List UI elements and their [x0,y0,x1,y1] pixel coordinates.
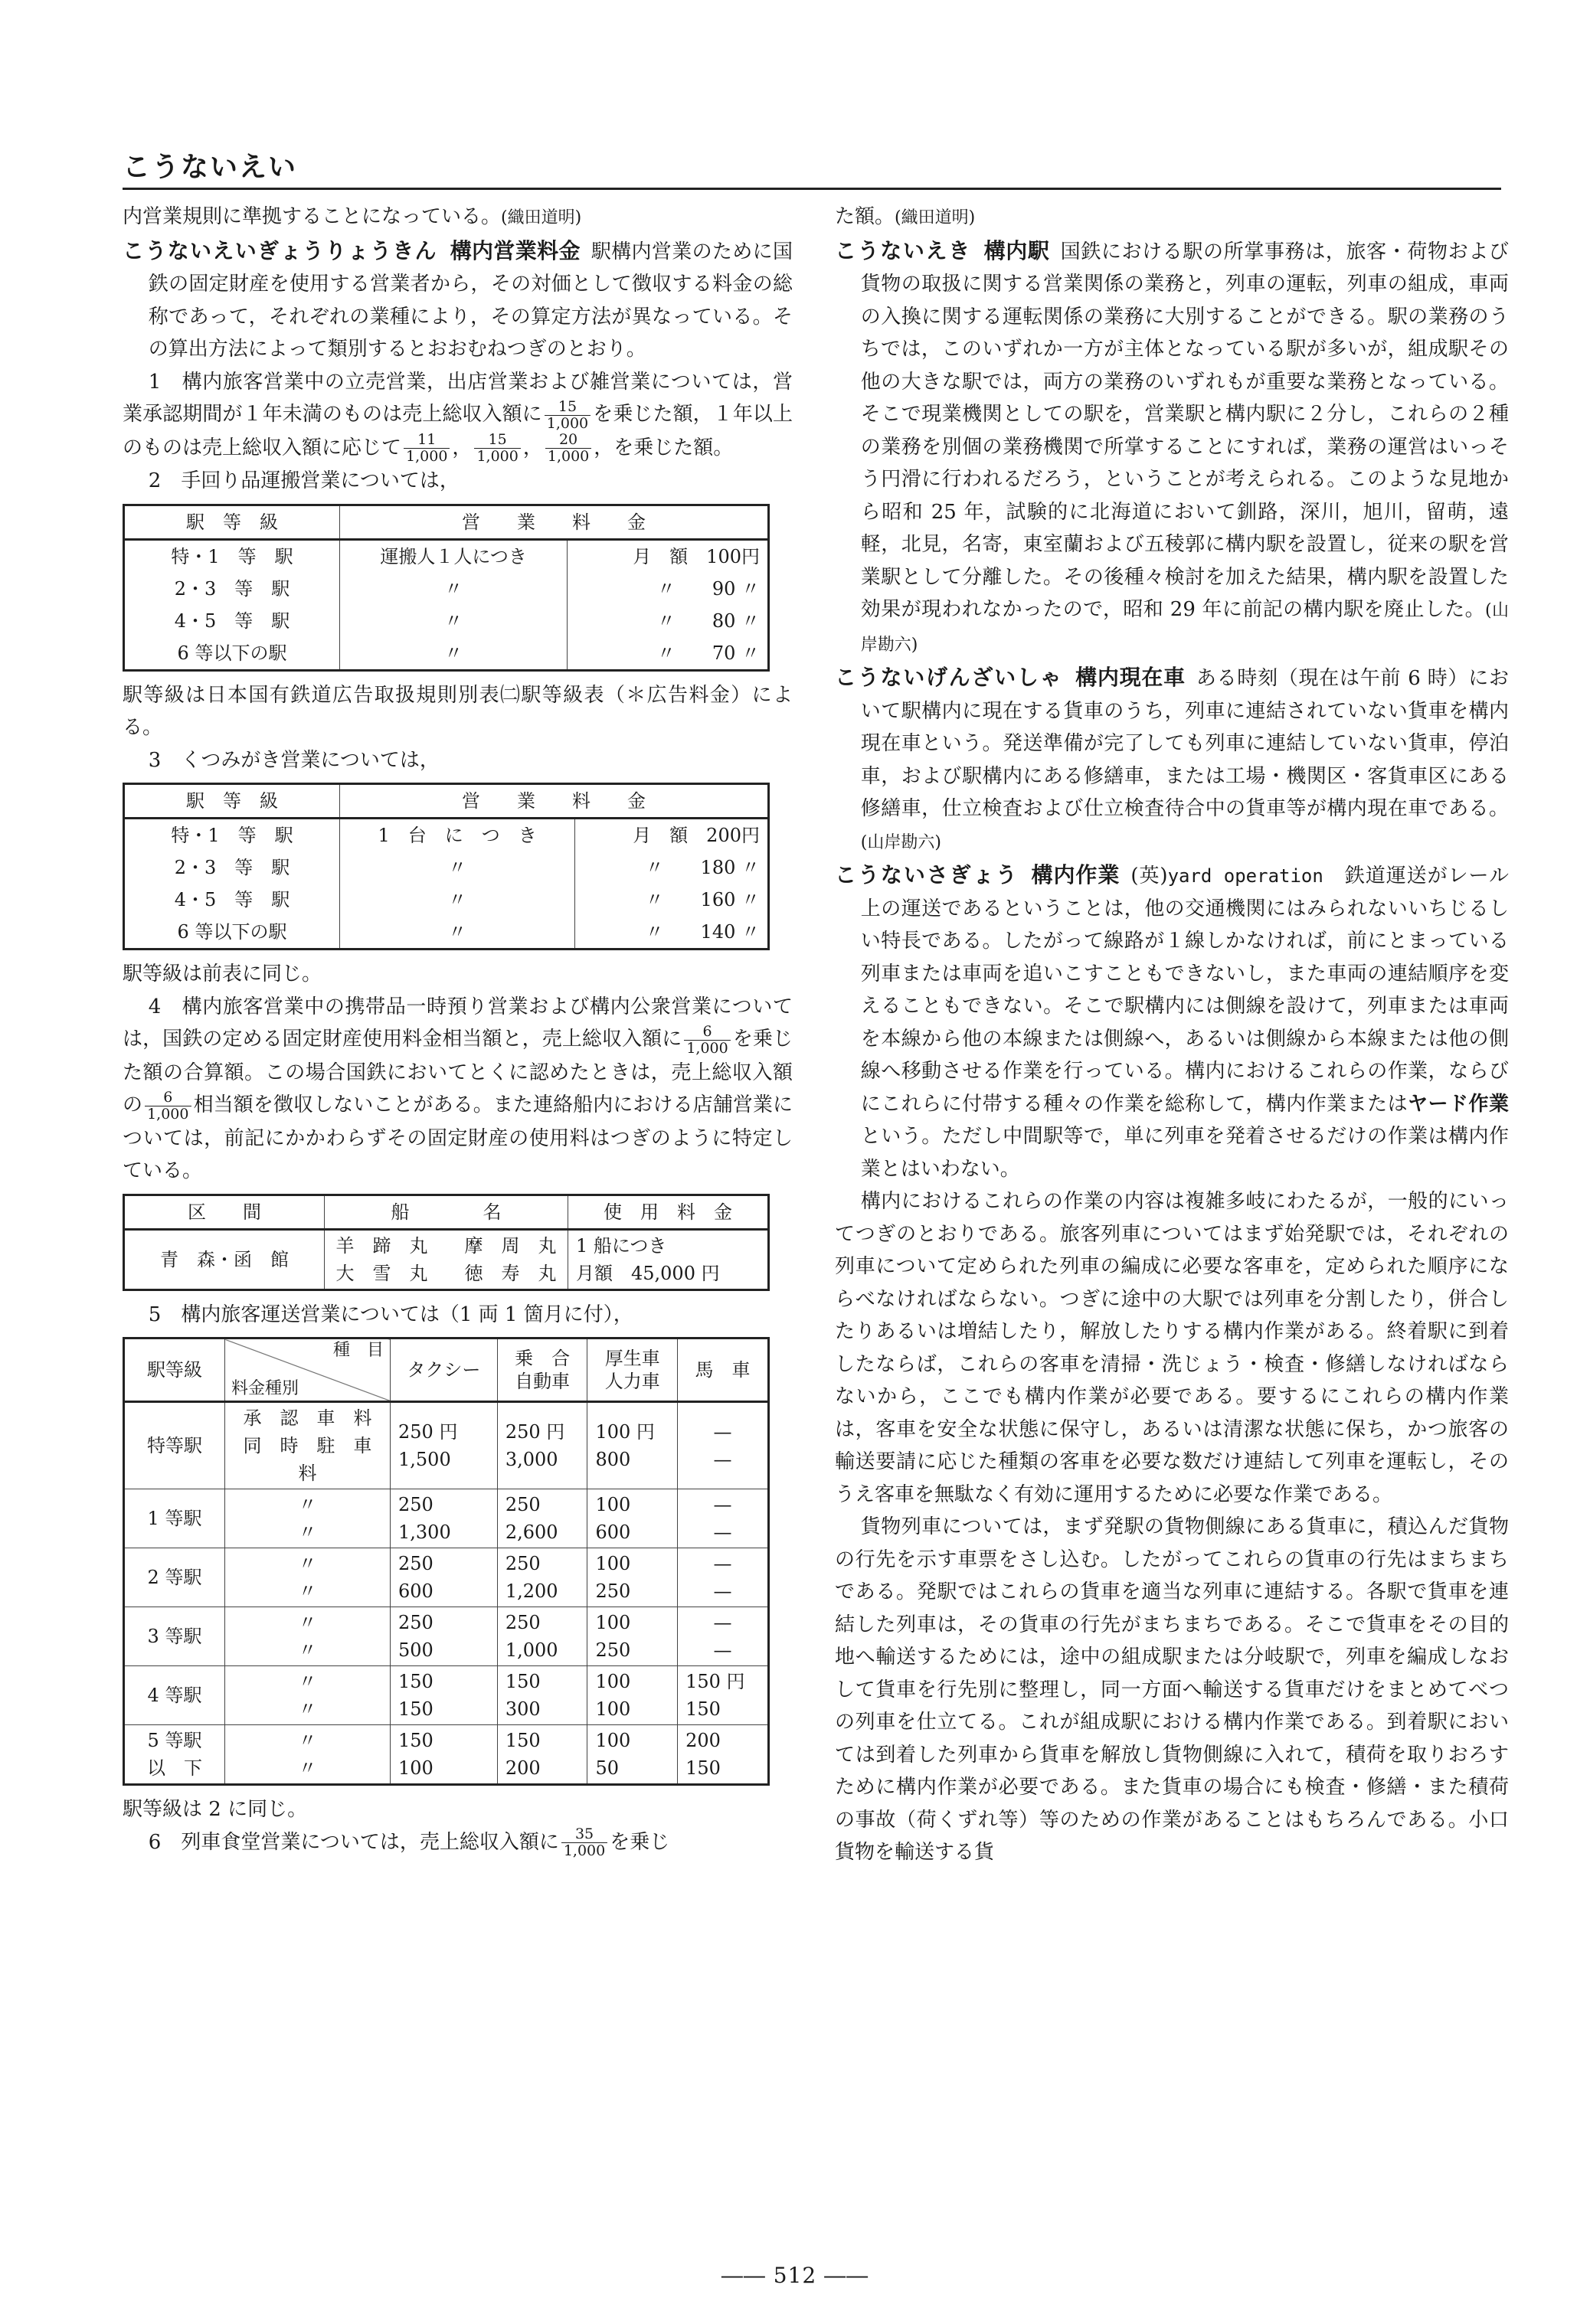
item-3: 3 くつみがき営業については， [148,748,440,772]
table-row: 2 等駅 〃 〃 250 600 250 1,200 100 250 — — [124,1548,769,1607]
bold-term: ヤード作業 [1408,1092,1509,1116]
author-credit: (織田道明) [895,208,976,227]
english-term: yard operation [1167,865,1323,887]
table-row: 4・5 等 駅 〃 〃 160 〃 [124,884,769,916]
table-row: 5 等駅 以 下 〃 〃 150 100 150 200 100 50 200 150 [124,1725,769,1785]
entry-kounaigenzaisha: こうないげんざいしゃ 構内現在車 ある時刻（現在は午前 6 時）において駅構内に現在する貨車のうち，列車に連結されていない貨車を構内現在車という。発送準備が完了しても列車に連結していない貨車，停泊車，および駅構内にある修繕車，または工場・機関区・客貨車区にある修繕車，仕立検査および仕立検査待合中の貨車等が構内現在車である。(山岸勘六) [835,665,1509,852]
entry-headword: こうないえいぎょうりょうきん [123,237,437,263]
note: 駅等級は日本国有鉄道広告取扱規則別表㈡駅等級表（＊広告料金）による。 [123,683,793,739]
table-row: 特・1 等 駅 運搬人１人につき 月 額 100円 [124,539,769,573]
table-row: 4 等駅 〃 〃 150 150 150 300 100 100 150 円 150 [124,1666,769,1725]
left-column [123,201,793,1859]
page-number: ―― 512 ―― [721,2263,869,2288]
fee-table-shoeshine: 駅 等 級 営 業 料 金 特・1 等 駅 1 台 に つ き 月 額 200円 2・3 等 駅 〃 〃 180 〃 4・5 等 駅 〃 〃 160 〃 6 等以下の駅 〃 〃 140 〃 [123,783,770,950]
table-row: 3 等駅 〃 〃 250 500 250 1,000 100 250 — — [124,1607,769,1666]
page-header-title: こうないえい [123,152,298,183]
item-4: 4 構内旅客営業中の携帯品一時預り営業および構内公衆営業については，国鉄の定める固定財産使用料金相当額と，売上総収入額に $\frac{6}{1,000}$ を乗じた額の合算額。この場合国鉄においてとくに認めたときは，売上総収入額の $\frac{6}{1,000}$ 相当額を徴収しないことがある。また連絡船内における店舗営業については，前記にかかわらずその固定財産の使用料はつぎのように特定している。 [123,995,793,1182]
paragraph: 構内におけるこれらの作業の内容は複雑多岐にわたるが，一般的にいってつぎのとおりである。旅客列車についてはまず始発駅では，それぞれの列車について定められた列車の編成に必要な客車を，定められた順序にならべなければならない。つぎに途中の大駅では列車を分割したり，併合したりあるいは増結したり，解放したりする構内作業がある。終着駅に到着したならば，これらの客車を清掃・洗じょう・検査・修繕しなければならないから，ここでも構内作業が必要である。要するにこれらの構内作業は，客車を安全な状態に保守し，あるいは清潔な状態に保ち，かつ旅客の輸送要請に応じた種類の客車を必要な数だけ連結して列車を運転し，そのうえ客車を無駄なく有効に運用するために必要な作業である。 [835,1190,1509,1506]
fraction: $\frac{15}{1,000}$ [545,399,591,432]
author-credit: (織田道明) [501,208,582,227]
entry-kounaieki: こうないえき 構内駅 国鉄における駅の所掌事務は，旅客・荷物および貨物の取扱に関する営業関係の業務と，列車の運転，列車の組成，車両の入換に関する運転関係の業務に大別することができる。駅の業務のうちでは，このいずれか一方が主体となっている駅が多いが，組成駅その他の大きな駅では，両方の業務のいずれもが重要な業務となっている。そこで現業機関としての駅を，営業駅と構内駅に２分し，これらの２種の業務を別個の業務機関で所掌することにすれば，業務の運営はいっそう円滑に行われるだろう，ということが考えられる。このような見地から昭和 25 年，試験的に北海道において釧路，深川，旭川，留萌，遠軽，北見，名寄，東室蘭および五稜郭に構内駅を設置し，従来の駅を営業駅として分離した。その後種々検討を加えた結果，構内駅を設置した効果が現われなかったので，昭和 29 年に前記の構内駅を廃止した。(山岸勘六) [835,237,1509,655]
item-5: 5 構内旅客運送営業については（1 両 1 箇月に付）， [148,1303,633,1326]
fee-table-porter: 駅 等 級 営 業 料 金 特・1 等 駅 運搬人１人につき 月 額 100円 2・3 等 駅 〃 〃 90 〃 4・5 等 駅 〃 〃 80 〃 6 等以下の駅 〃 〃 70 〃 [123,504,770,672]
right-column [835,201,1509,1869]
table-row: 4・5 等 駅 〃 〃 80 〃 [124,605,769,637]
paragraph: 内営業規則に準拠することになっている。(織田道明) [123,205,582,228]
entry-kanji: 構内現在車 [1075,665,1186,690]
table-row: 特・1 等 駅 1 台 に つ き 月 額 200円 [124,819,769,852]
author-credit: (山岸勘六) [860,601,1509,655]
entry-kounaisagyou: こうないさぎょう 構内作業 (英)yard operation 鉄道運送がレール上の運送であるということは，他の交通機関にはみられないいちじるしい特長である。したがって線路が１線しかなければ，前にとまっている列車または車両を追いこすこともできないし，また車両の連結順序を変えることもできない。そこで駅構内には側線を設けて，列車または車両を本線から他の本線または側線へ，あるいは側線から本線または他の側線へ移動させる作業を行っている。構内におけるこれらの作業，ならびにこれらに付帯する種々の作業を総称して，構内作業またはヤード作業という。ただし中間駅等で，単に列車を発着させるだけの作業は構内作業とはいわない。 [835,862,1509,1181]
note: 駅等級は前表に同じ。 [123,963,322,985]
table-row: 2・3 等 駅 〃 〃 180 〃 [124,851,769,884]
fraction: $\frac{6}{1,000}$ [684,1024,730,1057]
entry-headword: こうないさぎょう [835,862,1019,887]
note: 駅等級は 2 に同じ。 [123,1798,308,1821]
entry-headword: こうないげんざいしゃ [835,665,1063,690]
fraction: $\frac{20}{1,000}$ [545,432,591,465]
paragraph: た額。(織田道明) [835,205,976,228]
fraction: $\frac{15}{1,000}$ [474,432,520,465]
table-row: 青 森・函 館 羊 蹄 丸 摩 周 丸 大 雪 丸 徳 寿 丸 1 船につき 月額 45,000 円 [124,1229,769,1289]
item-2: 2 手回り品運搬営業については， [148,469,460,492]
fraction: $\frac{11}{1,000}$ [404,432,450,465]
transport-fee-table: 駅等級 種 目 料金種別 タクシー 乗 合 自動車 厚生車 人力車 馬 車 特等駅 承 認 車 料 同 時 駐 車 料 250 円 1,500 250 円 3,000 100 円 800 — — 1 等駅 〃 〃 250 1,300 250 2,600 100 600 — — 2 等駅 〃 〃 250 600 250 1,200 100 250 — — 3 等駅 〃 〃 250 500 250 1,000 100 250 — — 4 等駅 〃 〃 150 150 150 300 100 100 150 円 150 5 等駅 以 下 〃 〃 150 100 150 200 100 50 200 150 [123,1337,770,1786]
entry-kanji: 構内駅 [983,237,1050,263]
ferry-fee-table: 区 間 船 名 使 用 料 金 青 森・函 館 羊 蹄 丸 摩 周 丸 大 雪 丸 徳 寿 丸 1 船につき 月額 45,000 円 [123,1194,770,1291]
entry-kanji: 構内営業料金 [450,237,581,263]
entry-kanji: 構内作業 [1031,862,1121,887]
table-row: 1 等駅 〃 〃 250 1,300 250 2,600 100 600 — — [124,1489,769,1548]
entry-kounaieigyouryoukin: こうないえいぎょうりょうきん 構内営業料金 駅構内営業のために国鉄の固定財産を使用する営業者から，その対価として徴収する料金の総称であって，それぞれの業種により，その算定方法が異なっている。その算出方法によって類別するとおおむねつぎのとおり。 [123,237,793,361]
author-credit: (山岸勘六) [860,832,941,852]
fraction: $\frac{6}{1,000}$ [145,1090,191,1123]
item-6: 6 列車食堂営業については，売上総収入額に $\frac{35}{1,000}$ を乗じ [148,1826,670,1859]
paragraph: 貨物列車については，まず発駅の貨物側線にある貨車に，積込んだ貨物の行先を示す車票をさし込む。したがってこれらの貨車の行先はまちまちである。発駅ではこれらの貨車を適当な列車に連結する。各駅で貨車を連結した列車は，その貨車の行先がまちまちである。そこで貨車をその目的地へ輸送するためには，途中の組成駅または分岐駅で，列車を編成しなおして貨車を行先別に整理し，同一方面へ輸送する貨車だけをまとめてべつの列車を仕立てる。これが組成駅における構内作業である。到着駅においては到着した列車から貨車を解放し貨物側線に入れて，積荷を取りおろすために構内作業が必要である。また貨車の場合にも検査・修繕・また積荷の事故（荷くずれ等）等のための作業があることはもちろんである。小口貨物を輸送する貨 [835,1515,1509,1864]
item-1: 1 構内旅客営業中の立売営業，出店営業および雑営業については，営業承認期間が１年未満のものは売上総収入額に $\frac{15}{1,000}$ を乗じた額，１年以上のものは売上総収入額に応じて $\frac{11}{1,000}$ ， $\frac{15}{1,000}$ ， $\frac{20}{1,000}$ ，を乗じた額。 [123,370,793,465]
table-row: 特等駅 承 認 車 料 同 時 駐 車 料 250 円 1,500 250 円 3,000 100 円 800 — — [124,1402,769,1489]
fraction: $\frac{35}{1,000}$ [561,1826,607,1859]
header-rule [123,188,1501,190]
table-row: 6 等以下の駅 〃 〃 140 〃 [124,916,769,950]
table-row: 6 等以下の駅 〃 〃 70 〃 [124,637,769,671]
entry-headword: こうないえき [835,237,971,263]
table-row: 2・3 等 駅 〃 〃 90 〃 [124,573,769,605]
